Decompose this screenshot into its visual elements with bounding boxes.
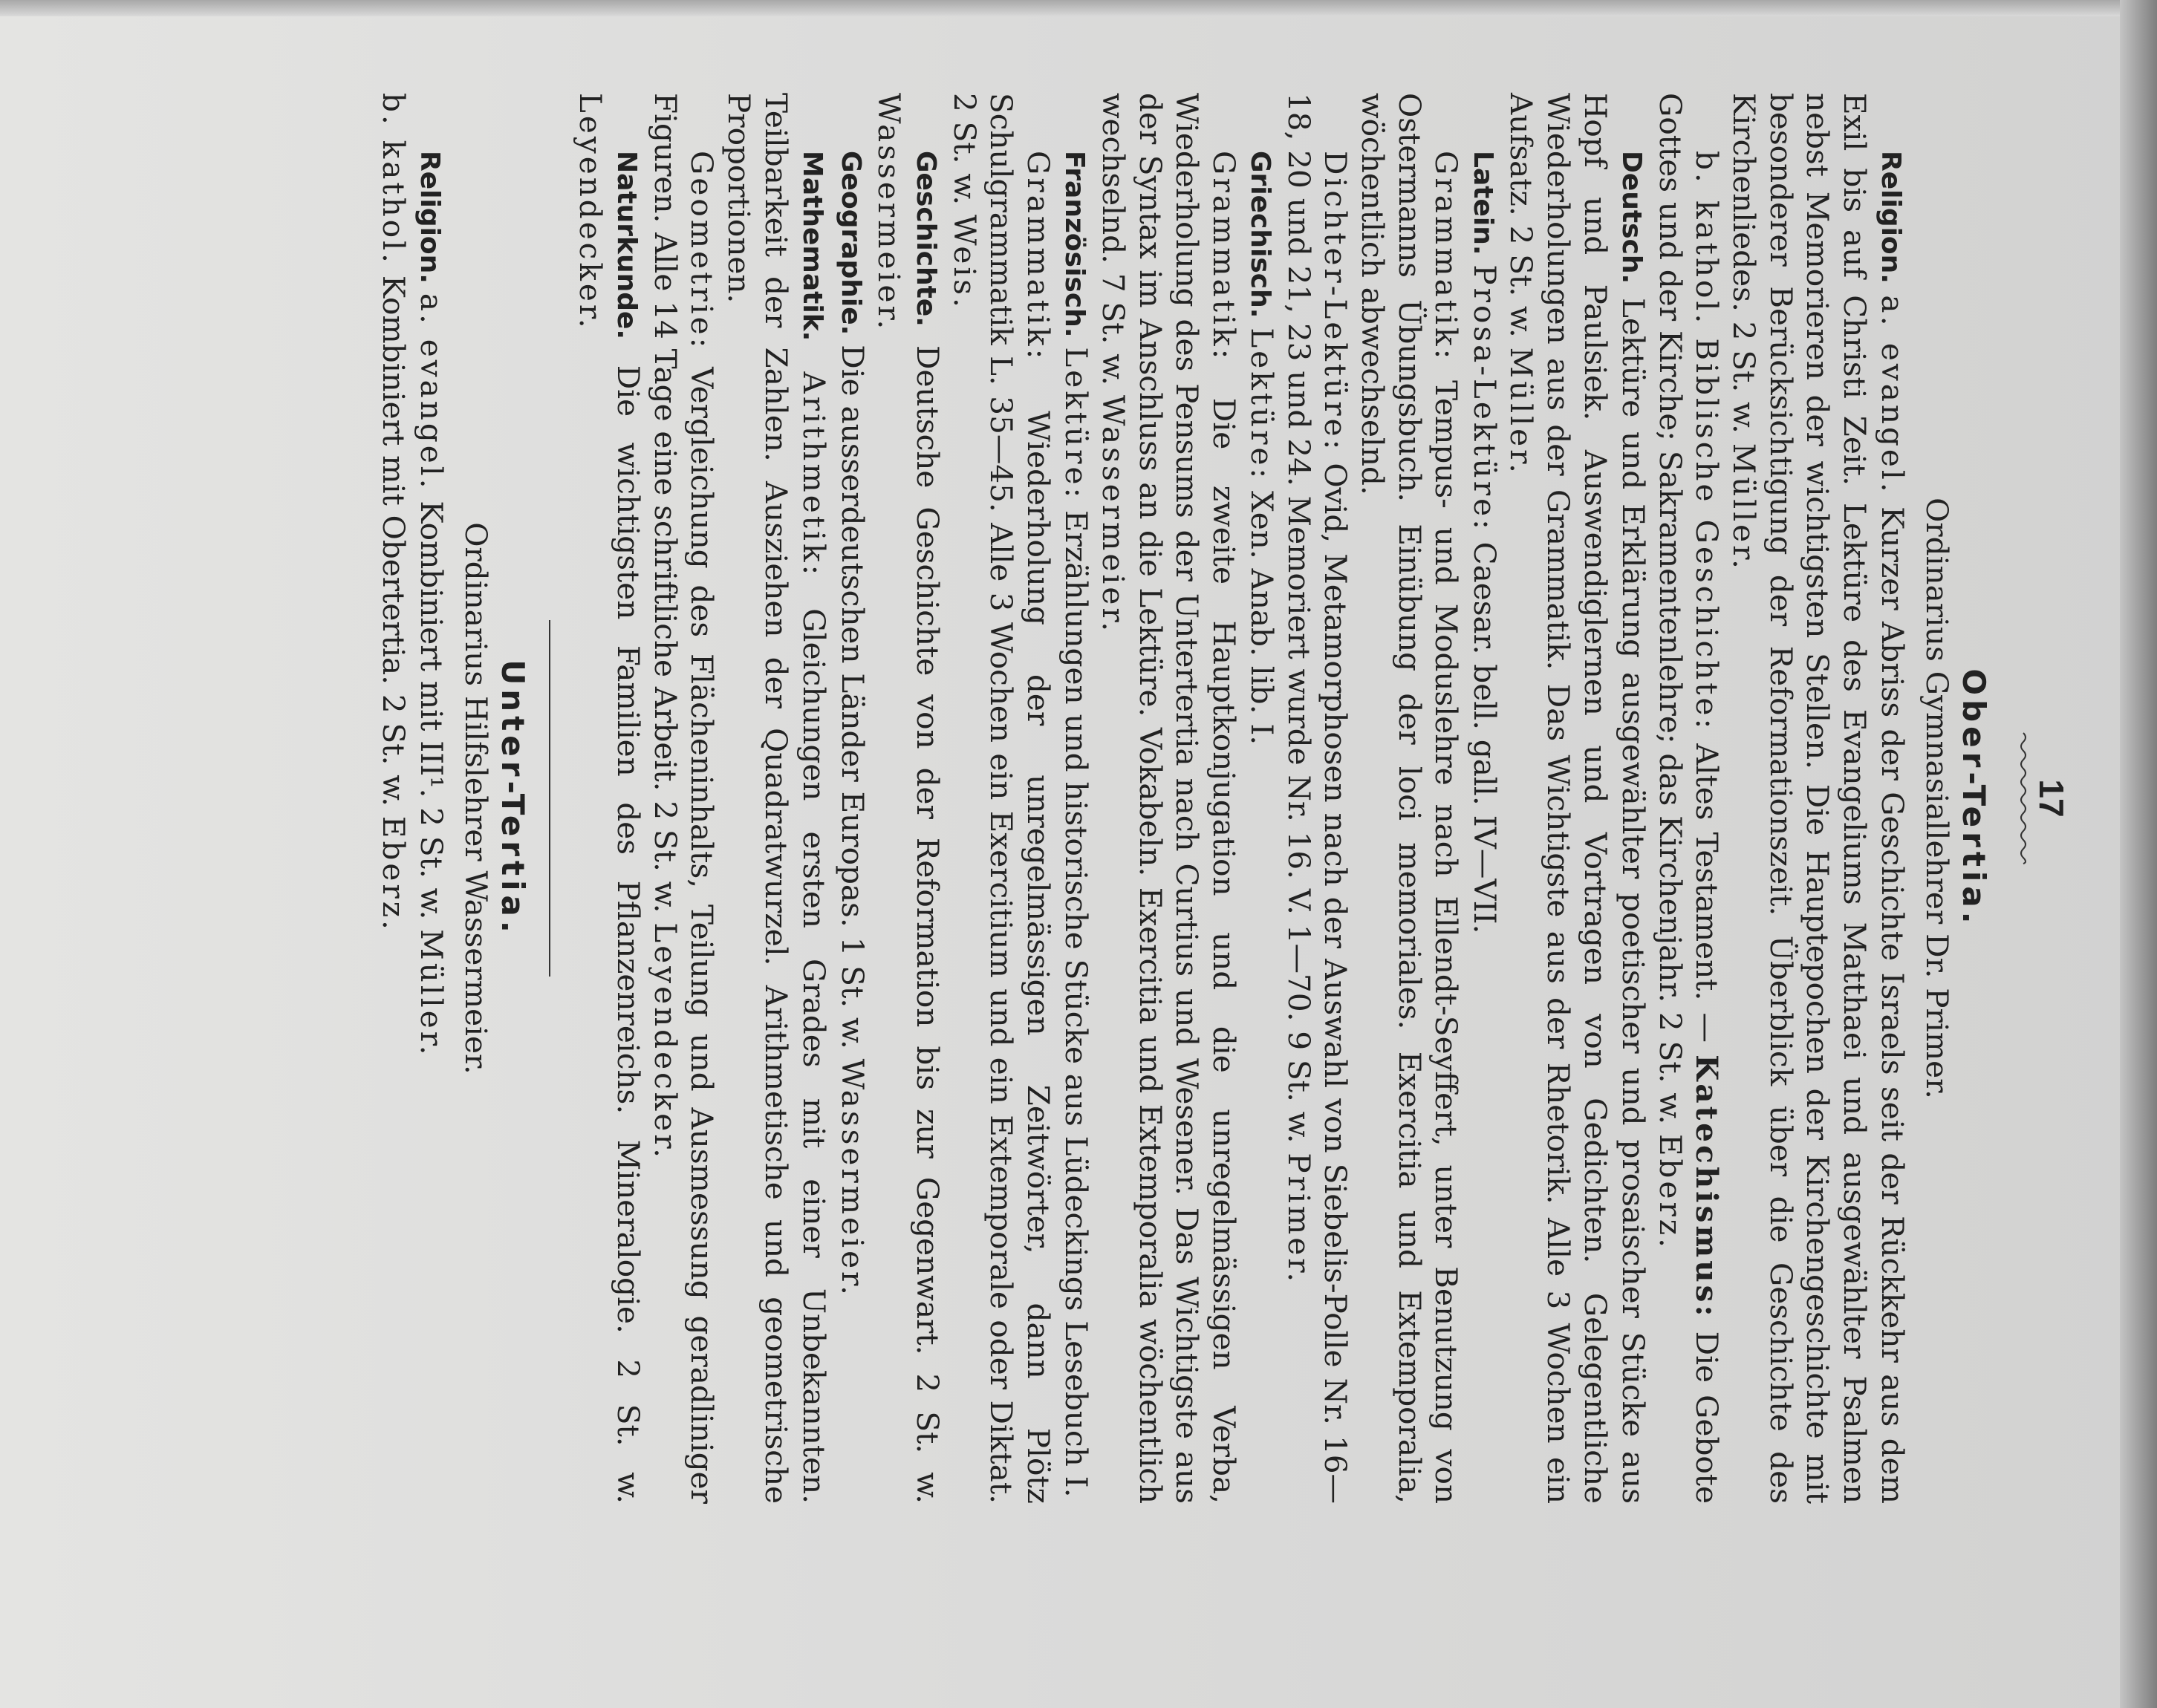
mathematik-text1: Gleichungen ersten Grades mit einer Unbekannten. Teilbarkeit der Zahlen. Ausziehen der Quadratwurzel. Arithmetische und geometrische Proportionen. bbox=[721, 93, 833, 1505]
religion-denomination-b: b. kathol. bbox=[1689, 151, 1725, 327]
subject-religion: Religion. bbox=[1875, 151, 1907, 284]
latein-text1: Caesar. bell. gall. IV—VII. bbox=[1466, 541, 1503, 934]
religion-b-label: Biblische Geschichte: bbox=[1689, 338, 1725, 732]
religion-a-text: Kurzer Abriss der Geschichte Israels seit der Rückkehr aus dem Exil bis auf Christi Zeit. Lektüre des Evangeliums Matthaei und ausgewählter Psalmen nebst Memorieren der wichtigsten Stellen. Die Hauptepochen der Kirchengeschichte mit besonderer Berücksichtigung der Reformationszeit. Überblick über die Geschichte des Kirchenliedes. 2 St. w. bbox=[1726, 93, 1911, 1505]
scan-edge-top bbox=[0, 0, 2157, 16]
subject-geographie: Geographie. bbox=[835, 151, 866, 336]
latein-label1: Prosa-Lektüre: bbox=[1466, 264, 1503, 532]
subject-griechisch: Griechisch. bbox=[1245, 151, 1276, 319]
naturkunde-text: Die wichtigsten Familien des Pflanzenreichs. Mineralogie. 2 St. w. bbox=[611, 365, 647, 1505]
religion-b-label2: Katechismus: bbox=[1689, 1055, 1725, 1320]
religion-denomination-b: b. kathol. bbox=[375, 93, 411, 266]
latein-label2: Grammatik: bbox=[1428, 151, 1465, 362]
teacher-name: Wassermeier. bbox=[1095, 394, 1131, 635]
teacher-name: Leyendecker. bbox=[647, 922, 683, 1161]
religion-b-text2: Die Gebote Gottes und der Kirche; Sakramentenlehre; das Kirchenjahr. 2 St. w. bbox=[1652, 93, 1725, 1505]
ordinarius-ober-tertia: Ordinarius Gymnasiallehrer Dr. Primer. bbox=[1919, 498, 1955, 1099]
teacher-name: Müller. bbox=[1726, 443, 1763, 572]
teacher-name: Müller. bbox=[414, 929, 450, 1058]
subject-latein: Latein. bbox=[1467, 151, 1498, 255]
teacher-name: Leyendecker. bbox=[572, 93, 608, 331]
scan-edge-right bbox=[2120, 0, 2157, 1708]
griechisch-label1: Lektüre: bbox=[1244, 327, 1281, 482]
religion-denomination-a: a. evangel. bbox=[1875, 295, 1911, 495]
teacher-name: Weis. bbox=[946, 215, 983, 310]
deutsch-text: Lektüre und Erklärung ausgewählter poetischer und prosaischer Stücke aus Hopf und Paulsiek. Auswendiglernen und Vortragen von Gedichten. Gelegentliche Wiederholungen aus der Grammatik. Das Wichtigste aus der Rhetorik. Alle 3 Wochen ein Aufsatz. 2 St. w. bbox=[1503, 93, 1652, 1504]
paragraph-religion-kathol bbox=[1651, 93, 1725, 1504]
subject-mathematik: Mathematik. bbox=[797, 151, 828, 342]
subject-naturkunde: Naturkunde. bbox=[611, 151, 642, 340]
paragraph-franzoesisch-lektuere bbox=[1056, 93, 1095, 1504]
mathematik-text2: Vergleichung des Flächeninhalts, Teilung und Ausmessung geradliniger Figuren. Alle 14 Tage eine schriftliche Arbeit. 2 St. w. bbox=[647, 93, 720, 1505]
religion-denomination-a: a. evangel. bbox=[414, 293, 450, 492]
franzoesisch-label2: Grammatik: bbox=[1020, 151, 1056, 362]
paragraph-latein-grammatik bbox=[1354, 93, 1465, 1504]
ordinarius-unter-tertia: Ordinarius Hilfslehrer Wassermeier. bbox=[458, 522, 495, 1075]
paragraph-geographie bbox=[832, 93, 871, 1504]
franzoesisch-text2: Wiederholung der unregelmässigen Zeitwörter, dann Plötz Schulgrammatik L. 35—45. Alle 3 Wochen ein Exercitium und ein Extemporale oder Diktat. 2 St. w. bbox=[946, 93, 1056, 1505]
paragraph-unter-religion-evangel bbox=[411, 93, 450, 1504]
paragraph-latein-prosa bbox=[1464, 93, 1503, 1504]
wavy-ornament-icon bbox=[2017, 731, 2029, 865]
paragraph-griechisch-lektuere bbox=[1242, 93, 1281, 1504]
teacher-name: Eberz. bbox=[1652, 1133, 1688, 1251]
paragraph-franzoesisch-grammatik bbox=[946, 93, 1056, 1504]
paragraph-geschichte bbox=[871, 93, 946, 1504]
teacher-name: Eberz. bbox=[375, 815, 411, 933]
section-divider bbox=[549, 620, 550, 977]
subject-religion: Religion. bbox=[414, 151, 446, 284]
mathematik-label2: Geometrie: bbox=[684, 151, 720, 351]
subject-franzoesisch: Französisch. bbox=[1059, 151, 1090, 338]
paragraph-naturkunde bbox=[571, 93, 646, 1504]
paragraph-religion-evangel bbox=[1725, 93, 1910, 1504]
franzoesisch-label1: Lektüre: bbox=[1058, 347, 1095, 501]
paragraph-griechisch-grammatik bbox=[1094, 93, 1241, 1504]
page-number: 17 bbox=[2032, 779, 2071, 818]
franzoesisch-text1: Erzählungen und historische Stücke aus Lüdeckings Lesebuch I. bbox=[1058, 510, 1095, 1498]
teacher-name: Wassermeier. bbox=[834, 1058, 871, 1298]
geographie-text: Die ausserdeutschen Länder Europas. 1 St. w. bbox=[834, 345, 871, 1049]
latein-text2: Tempus- und Moduslehre nach Ellendt-Seyffert, unter Benutzung von Ostermanns Übungsbuch. Einübung der loci memoriales. Exercitia und Extemporalia, wöchentlich abwechselnd. bbox=[1355, 93, 1465, 1505]
subject-deutsch: Deutsch. bbox=[1616, 151, 1647, 284]
griechisch-text2: Die zweite Hauptkonjugation und die unregelmässigen Verba, Wiederholung des Pensums der Untertertia nach Curtius und Wesener. Das Wichtigste aus der Syntax im Anschluss an die Lektüre. Vokabeln. Exercitia und Extemporalia wöchentlich wechselnd. 7 St. w. bbox=[1095, 93, 1242, 1504]
griechisch-label2: Grammatik: bbox=[1206, 151, 1242, 362]
paragraph-unter-religion-kathol bbox=[374, 93, 411, 1504]
subject-geschichte: Geschichte. bbox=[910, 151, 941, 327]
latein-text3: Ovid, Metamorphosen nach der Auswahl von Siebelis-Polle Nr. 16—18, 20 und 21, 23 und 24. Memoriert wurde Nr. 16. V. 1—70. 9 St. w. bbox=[1281, 93, 1354, 1504]
paragraph-latein-dichter bbox=[1280, 93, 1353, 1504]
paragraph-mathematik-geometrie bbox=[646, 93, 720, 1504]
mathematik-label1: Arithmetik: bbox=[796, 371, 833, 578]
teacher-name: Primer. bbox=[1281, 1153, 1317, 1285]
section-heading-ober-tertia: Ober-Tertia. bbox=[1956, 668, 1992, 928]
section-heading-unter-tertia: Unter-Tertia. bbox=[495, 659, 532, 937]
unter-religion-b-text: Kombiniert mit Obertertia. 2 St. w. bbox=[375, 275, 411, 806]
paragraph-deutsch bbox=[1503, 93, 1651, 1504]
griechisch-text1: Xen. Anab. lib. I. bbox=[1244, 490, 1281, 746]
teacher-name: Müller. bbox=[1503, 347, 1540, 476]
geschichte-text: Deutsche Geschichte von der Reformation bis zur Gegenwart. 2 St. w. bbox=[909, 345, 946, 1505]
latein-label3: Dichter-Lektüre: bbox=[1318, 151, 1354, 453]
rotated-page-text bbox=[171, 26, 2102, 1571]
paragraph-mathematik-arithmetik bbox=[720, 93, 832, 1504]
unter-religion-a-text: Kombiniert mit III¹. 2 St. w. bbox=[414, 501, 450, 920]
religion-b-text: Altes Testament. — bbox=[1689, 743, 1725, 1043]
teacher-name: Wassermeier. bbox=[871, 93, 908, 333]
